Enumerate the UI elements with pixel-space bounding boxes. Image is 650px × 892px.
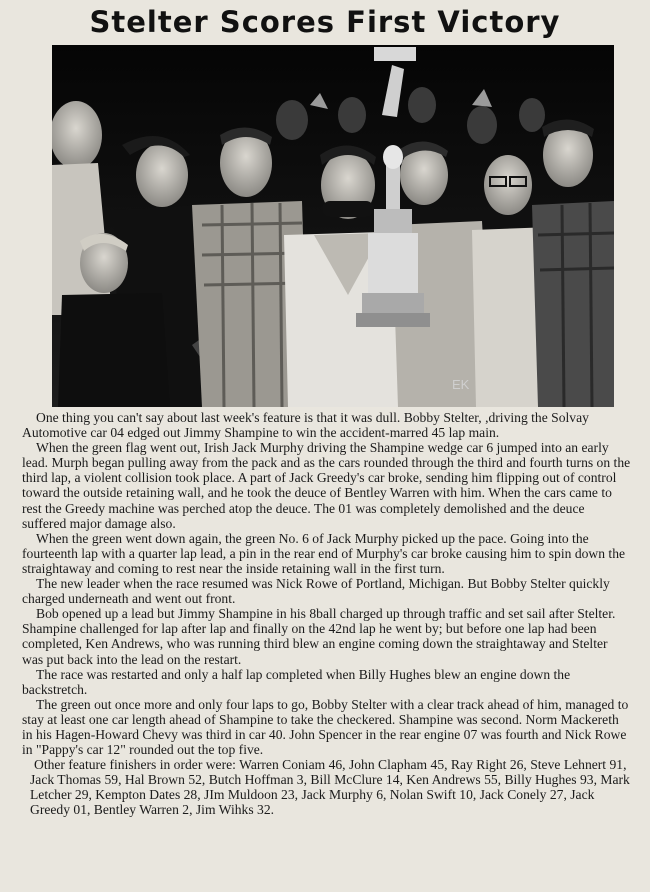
finishers-list: Other feature finishers in order were: Warren Coniam 46, John Clapham 45, Ray Right 26, Steve Lehnert 91, Jack Thomas 59, Hal Brown 52, Butch Hoffman 3, Bill McClure 14, Ken Andrews 55, Billy Hughes 93, Mark Letcher 29, Kempton Dates 28, JIm Muldoon 23, Jack Murphy 6, Nolan Swift 10, Jack Conely 27, Jack Greedy 01, Bentley Warren 2, Jim Wihks 32. (30, 757, 630, 818)
paragraph: When the green went down again, the green No. 6 of Jack Murphy picked up the pace. Going into the fourteenth lap with a quarter lap lead, a pin in the rear end of Murphy's car broke causing him to spin down the straightaway and coming to rest near the inside retaining wall in the first turn. (22, 530, 626, 576)
paragraph: The race was restarted and only a half lap completed when Billy Hughes blew an engine down the backstretch. (22, 666, 571, 697)
headline: Stelter Scores First Victory (89, 5, 561, 39)
photo-illustration (52, 45, 614, 407)
trophy-plate-text: EK (452, 377, 470, 392)
paragraph: The green out once more and only four laps to go, Bobby Stelter with a clear track ahead of him, managed to stay at least one car length ahead of Shampine to take the checkered. Shampine was second. Norm Mackereth in his Hagen-Howard Chevy was third in car 40. John Spencer in the rear engine 07 was fourth and Nick Rowe in "Pappy's car 12" rounded out the top five. (22, 696, 629, 758)
paragraph: Bob opened up a lead but Jimmy Shampine in his 8ball charged up through traffic and set sail after Stelter. Shampine challenged for lap after lap and finally on the 42nd lap he went by; but before one lap had been completed, Ken Andrews, who was running third blew an engine coming down the straightaway and Stelter was put back into the lead on the restart. (22, 606, 616, 667)
victory-photo (52, 45, 614, 407)
paragraph: One thing you can't say about last week's feature is that it was dull. Bobby Stelter, ,driving the Solvay Automotive car 04 edged out Jimmy Shampine to win the accident-marred 45 lap main. (22, 410, 589, 441)
paragraph: When the green flag went out, Irish Jack Murphy driving the Shampine wedge car 6 jumped into an early lead. Murph began pulling away from the pack and as the cars rounded through the third and fourth turns on the third lap, a violent collision took place. A part of Jack Greedy's car broke, sending him flipping out of control toward the outside retaining wall, and he took the deuce of Bentley Warren with him. When the cars came to rest the Greedy machine was perched atop the deuce. The 01 was completely demolished and the deuce suffered major damage also. (22, 440, 631, 531)
paragraph: The new leader when the race resumed was Nick Rowe of Portland, Michigan. But Bobby Stelter quickly charged underneath and went out front. (22, 576, 610, 607)
article-body (22, 410, 632, 818)
